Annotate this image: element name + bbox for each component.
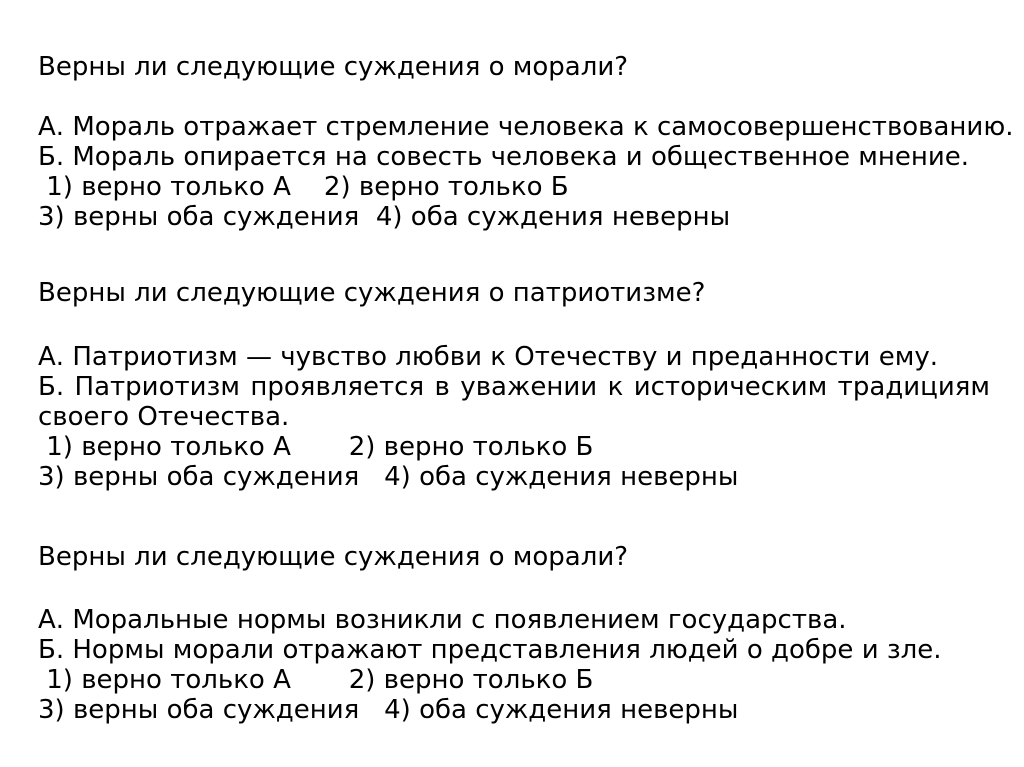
question-3-title: Верны ли следующие суждения о морали? <box>38 542 629 572</box>
question-3-answer-options-line-1: 1) верно только А 2) верно только Б <box>38 665 594 695</box>
question-2-statement-b-line-2: своего Отечества. <box>38 402 290 432</box>
question-1-statement-a: А. Мораль отражает стремление человека к самосовершенствованию. <box>38 112 1014 142</box>
question-1-answer-options-line-2: 3) верны оба суждения 4) оба суждения неверны <box>38 202 731 232</box>
question-2-statement-b-line-1: Б. Патриотизм проявляется в уважении к историческим традициям <box>38 372 990 402</box>
question-2-answer-options-line-1: 1) верно только А 2) верно только Б <box>38 432 594 462</box>
question-block-3 <box>38 542 990 725</box>
question-block-1 <box>38 52 1014 232</box>
question-3-answer-options-line-2: 3) верны оба суждения 4) оба суждения неверны <box>38 695 739 725</box>
question-2-statement-a: А. Патриотизм — чувство любви к Отечеству и преданности ему. <box>38 342 938 372</box>
question-1-statement-b: Б. Мораль опирается на совесть человека и общественное мнение. <box>38 142 970 172</box>
question-block-2 <box>38 278 990 492</box>
question-2-answer-options-line-2: 3) верны оба суждения 4) оба суждения неверны <box>38 462 739 492</box>
question-1-title: Верны ли следующие суждения о морали? <box>38 52 629 82</box>
question-3-statement-a: А. Моральные нормы возникли с появлением государства. <box>38 605 847 635</box>
question-2-title: Верны ли следующие суждения о патриотизме? <box>38 278 706 308</box>
question-1-answer-options-line-1: 1) верно только А 2) верно только Б <box>38 172 569 202</box>
question-3-statement-b: Б. Нормы морали отражают представления людей о добре и зле. <box>38 635 942 665</box>
